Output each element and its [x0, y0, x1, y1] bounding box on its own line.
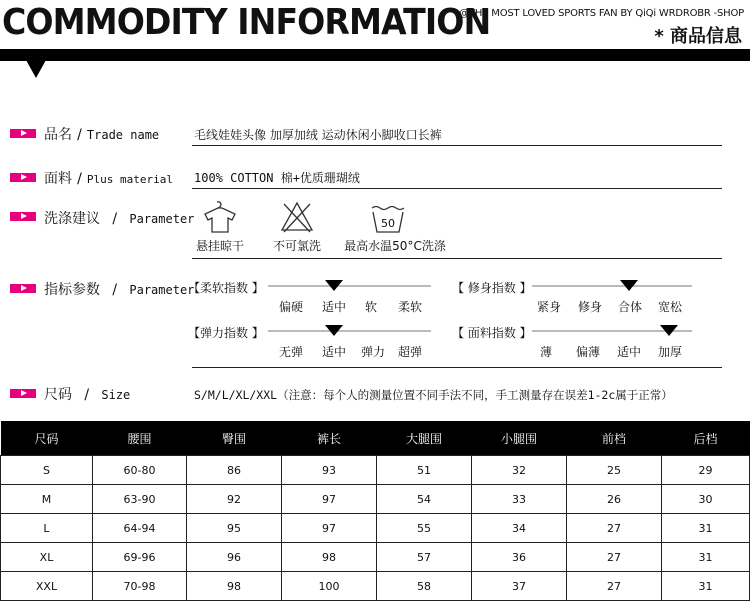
- table-cell: 98: [282, 543, 377, 572]
- table-cell: 64-94: [93, 514, 187, 543]
- table-cell: 27: [567, 572, 662, 601]
- col-header: 前档: [567, 421, 662, 456]
- fit-slider-marker: [620, 280, 638, 291]
- table-cell: 70-98: [93, 572, 187, 601]
- bullet-arrow-icon: [10, 389, 36, 398]
- col-header: 大腿围: [377, 421, 472, 456]
- col-header: 腰围: [93, 421, 187, 456]
- table-cell: L: [1, 514, 93, 543]
- col-header: 裤长: [282, 421, 377, 456]
- hang-dry-icon: [203, 200, 237, 234]
- table-cell: 34: [472, 514, 567, 543]
- table-row: [1, 543, 750, 572]
- softness-option: 柔软: [397, 300, 422, 314]
- table-cell: 95: [187, 514, 282, 543]
- col-header: 小腿围: [472, 421, 567, 456]
- material-value: 100% COTTON 棉+优质珊瑚绒: [194, 171, 360, 185]
- table-cell: 100: [282, 572, 377, 601]
- elasticity-slider-track: [268, 330, 431, 332]
- table-cell: 97: [282, 485, 377, 514]
- softness-option: 偏硬: [278, 300, 303, 314]
- table-cell: 29: [662, 456, 750, 485]
- table-cell: 60-80: [93, 456, 187, 485]
- elasticity-option: 弹力: [360, 345, 385, 359]
- no-bleach-icon: [280, 200, 314, 234]
- fit-option: 修身: [577, 300, 602, 314]
- table-cell: 27: [567, 514, 662, 543]
- size-note: S/M/L/XL/XXL（注意：每个人的测量位置不同手法不同，手工测量存在误差1-2c属于正常）: [194, 388, 673, 402]
- table-cell: 55: [377, 514, 472, 543]
- divider: [192, 367, 722, 368]
- divider: [192, 258, 722, 259]
- thickness-option: 加厚: [657, 345, 682, 359]
- header-bar: [0, 49, 750, 61]
- divider: [192, 145, 722, 146]
- wash-caption: 最高水温50°C洗涤: [344, 239, 446, 253]
- thickness-option: 薄: [539, 345, 552, 359]
- softness-option: 软: [364, 300, 377, 314]
- table-row: [1, 485, 750, 514]
- table-cell: 30: [662, 485, 750, 514]
- softness-slider-marker: [325, 280, 343, 291]
- table-row: [1, 514, 750, 543]
- table-row: [1, 456, 750, 485]
- wash-50-icon: [370, 202, 406, 234]
- table-cell: 36: [472, 543, 567, 572]
- table-cell: 27: [567, 543, 662, 572]
- table-cell: 57: [377, 543, 472, 572]
- table-cell: 97: [282, 514, 377, 543]
- fit-slider-track: [532, 285, 692, 287]
- row-material-label: 面料 / Plus material: [44, 171, 173, 187]
- col-header: 后档: [662, 421, 750, 456]
- table-cell: 58: [377, 572, 472, 601]
- table-cell: 92: [187, 485, 282, 514]
- softness-option: 适中: [321, 300, 346, 314]
- fit-option: 合体: [617, 300, 642, 314]
- elasticity-option: 超弹: [397, 345, 422, 359]
- header-pointer-icon: [26, 60, 46, 78]
- thickness-index-title: 【 面料指数 】: [452, 326, 532, 340]
- table-cell: 31: [662, 572, 750, 601]
- table-cell: 93: [282, 456, 377, 485]
- fit-index-title: 【 修身指数 】: [452, 281, 532, 295]
- row-index-label: 指标参数 / Parameter: [44, 282, 195, 298]
- table-cell: 25: [567, 456, 662, 485]
- bullet-arrow-icon: [10, 212, 36, 221]
- divider: [192, 188, 722, 189]
- table-cell: 69-96: [93, 543, 187, 572]
- table-cell: 98: [187, 572, 282, 601]
- table-cell: 63-90: [93, 485, 187, 514]
- bullet-arrow-icon: [10, 284, 36, 293]
- softness-slider-track: [268, 285, 431, 287]
- table-cell: 32: [472, 456, 567, 485]
- table-cell: XL: [1, 543, 93, 572]
- table-cell: 96: [187, 543, 282, 572]
- thickness-option: 偏薄: [575, 345, 600, 359]
- bullet-arrow-icon: [10, 129, 36, 138]
- table-cell: 37: [472, 572, 567, 601]
- cn-title: * 商品信息: [654, 26, 742, 47]
- fit-option: 紧身: [536, 300, 561, 314]
- table-cell: 54: [377, 485, 472, 514]
- col-header: 尺码: [1, 421, 93, 456]
- size-table-header: [1, 421, 750, 456]
- table-cell: XXL: [1, 572, 93, 601]
- table-cell: 51: [377, 456, 472, 485]
- thickness-option: 适中: [616, 345, 641, 359]
- table-row: [1, 572, 750, 601]
- elasticity-slider-marker: [325, 325, 343, 336]
- size-table: [0, 421, 750, 601]
- softness-index-title: 【柔软指数 】: [188, 281, 264, 295]
- elasticity-index-title: 【弹力指数 】: [188, 326, 264, 340]
- col-header: 臀围: [187, 421, 282, 456]
- page-title: COMMODITY INFORMATION: [2, 2, 491, 43]
- table-cell: 31: [662, 514, 750, 543]
- table-cell: 33: [472, 485, 567, 514]
- wash-caption: 悬挂晾干: [195, 239, 244, 253]
- row-wash-label: 洗涤建议 / Parameter: [44, 211, 195, 227]
- bullet-arrow-icon: [10, 173, 36, 182]
- fit-option: 宽松: [657, 300, 682, 314]
- shop-credit: @THE MOST LOVED SPORTS FAN BY QiQi WRDROBR -SHOP: [459, 8, 744, 19]
- table-cell: 86: [187, 456, 282, 485]
- trade-name-value: 毛线娃娃头像 加厚加绒 运动休闲小脚收口长裤: [194, 128, 442, 142]
- table-cell: 31: [662, 543, 750, 572]
- row-trade-name-label: 品名 / Trade name: [44, 127, 160, 143]
- table-cell: S: [1, 456, 93, 485]
- wash-caption: 不可氯洗: [272, 239, 321, 253]
- elasticity-option: 适中: [321, 345, 346, 359]
- table-cell: 26: [567, 485, 662, 514]
- wash-temp: 50: [381, 217, 395, 230]
- row-size-label: 尺码 / Size: [44, 387, 131, 403]
- thickness-slider-marker: [660, 325, 678, 336]
- elasticity-option: 无弹: [278, 345, 303, 359]
- table-cell: M: [1, 485, 93, 514]
